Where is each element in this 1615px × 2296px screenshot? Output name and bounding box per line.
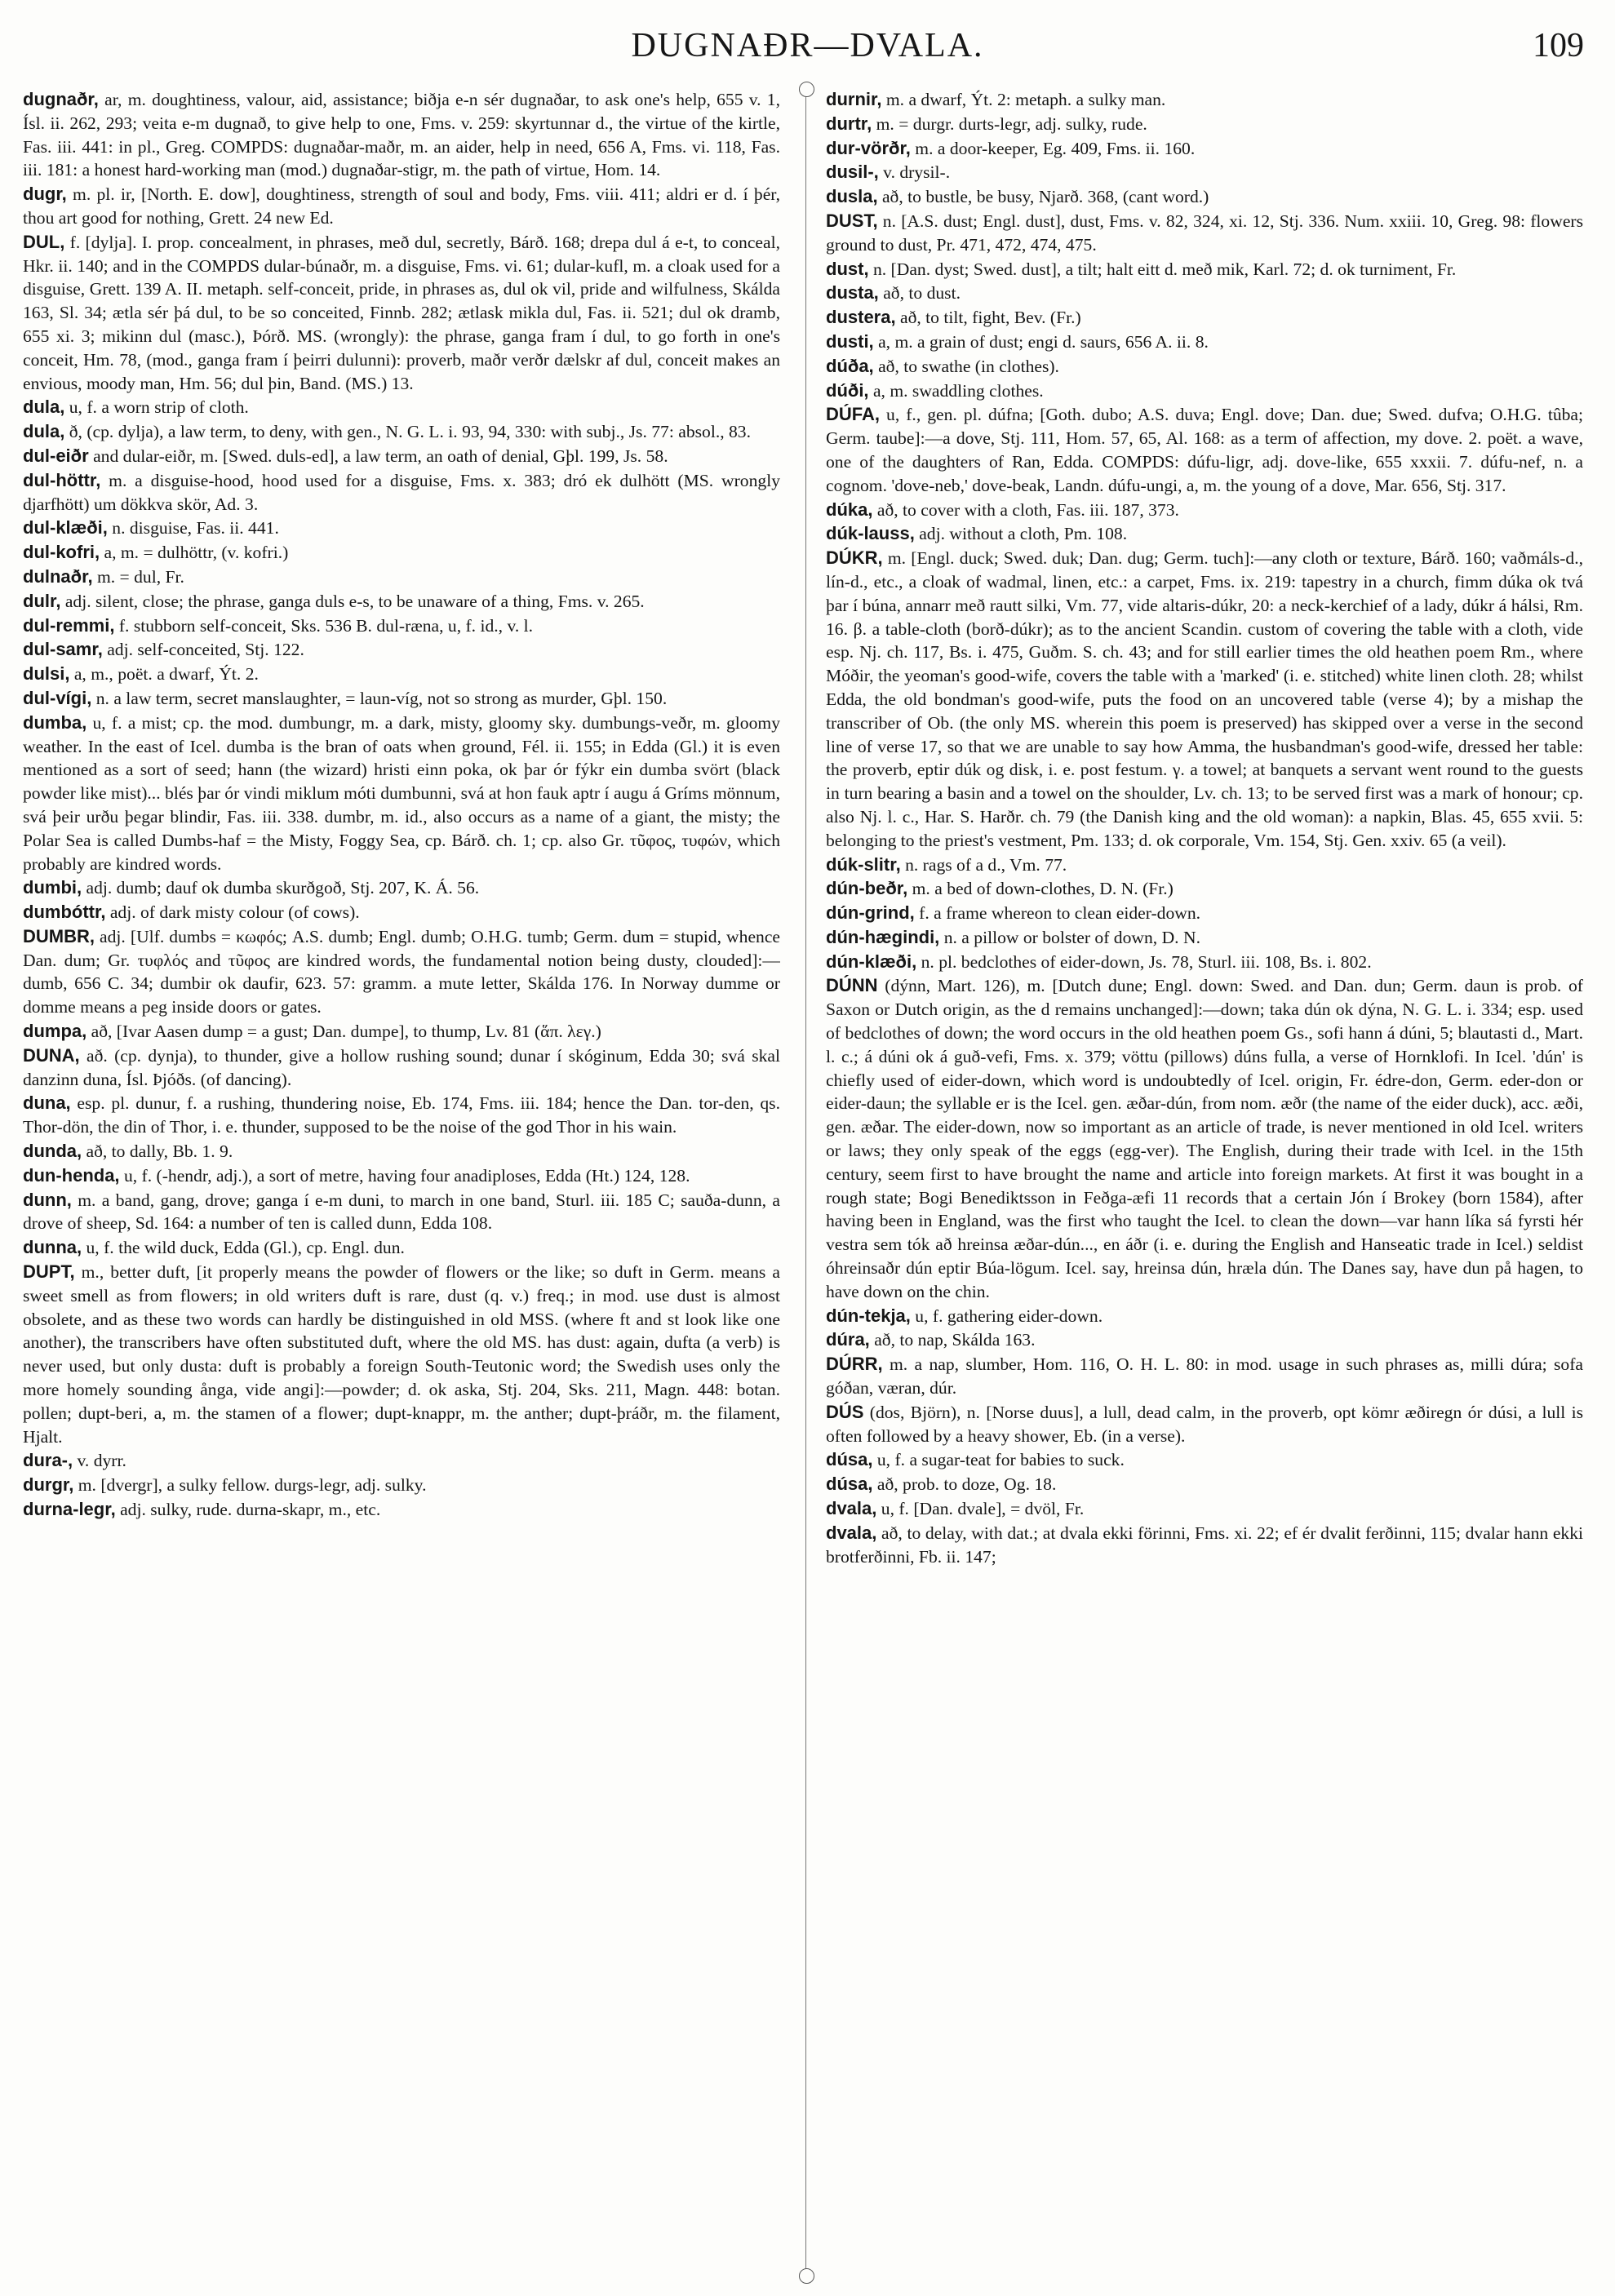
dictionary-entry xyxy=(23,1020,780,1044)
dictionary-entry xyxy=(826,547,1583,852)
entry-definition: m. [Engl. duck; Swed. duk; Dan. dug; Germ. tuch]:—any cloth or texture, Bárð. 160; vaðmáls-d., lín-d., etc., a cloak of wadmal, linen, etc.: a carpet, Fms. ix. 219: tapestry in a church, fimm dúka ok tvá þar í búna, annarr með rautt silki, Vm. 77, vide altaris-dúkr, 20: a neck-kerchief of a lady, dúkr á hálsi, Rm. 16. β. a table-cloth (borð-dúkr); as to the ancient Scandin. custom of covering the table with a cloth, vide esp. Nj. ch. 117, Bs. i. 475, Guðm. S. ch. 43; and for still earlier times the old heathen poem Rm., where Móðir, the yeoman's good-wife, covers the table with a 'marked' (i. e. stitched) white linen cloth. 28; whilst Edda, the old bondman's good-wife, puts the food on an uncovered table (verse 4); by a mishap the transcriber of Ob. (the only MS. wherein this poem is preserved) has skipped over a verse in the second line of verse 17, so that we are unable to say how Amma, the husbandman's good-wife, dressed her table: the proverb, eptir dúk og disk, i. e. post festum. γ. a towel; at banquets a servant went round to the guests in turn bearing a basin and a towel on the shoulder, Lv. ch. 13; to be served first was a mark of honour; cp. also Nj. l. c., Har. S. Harðr. ch. 79 (the Danish king and the old woman): a napkin, Blas. 45, 655 xvii. 5: belonging to the priest's vestment, Pm. 133; d. ok corporale, Vm. 154, Stj. Gen. xxiv. 65 (a veil). xyxy=(826,548,1583,850)
dictionary-entry xyxy=(826,379,1583,403)
headword: DÚNN xyxy=(826,975,878,996)
headword: dúka, xyxy=(826,499,873,520)
headword: dustera, xyxy=(826,307,896,328)
headword: dún-klæði, xyxy=(826,951,917,972)
headword: dula, xyxy=(23,397,65,418)
entry-definition: m. a bed of down-clothes, D. N. (Fr.) xyxy=(907,879,1174,899)
entry-definition: n. a pillow or bolster of down, D. N. xyxy=(939,927,1200,947)
dictionary-entry xyxy=(826,902,1583,925)
entry-definition: (dos, Björn), n. [Norse duus], a lull, dead calm, in the proverb, opt kömr æðiregn ór dúsi, a lull is often followed by a heavy shower, Eb. (in a verse). xyxy=(826,1402,1583,1446)
dictionary-entry xyxy=(826,853,1583,877)
dictionary-entry xyxy=(23,711,780,876)
dictionary-entry xyxy=(826,1328,1583,1352)
dictionary-entry xyxy=(23,1044,780,1092)
headword: DUL, xyxy=(23,231,65,252)
headword: dugr, xyxy=(23,184,67,205)
entry-definition: m. = dul, Fr. xyxy=(92,566,184,587)
dictionary-entry xyxy=(23,88,780,182)
headword: dul-remmi, xyxy=(23,614,115,636)
headword: dúði, xyxy=(826,379,869,401)
entry-definition: adj. without a cloth, Pm. 108. xyxy=(914,524,1128,544)
headword: DUNA, xyxy=(23,1044,80,1066)
headword: dulr, xyxy=(23,590,61,611)
headword: dúsa, xyxy=(826,1449,873,1470)
headword: duna, xyxy=(23,1093,71,1114)
divider-ornament-bottom xyxy=(799,2268,814,2284)
headword: durgr, xyxy=(23,1474,74,1496)
entry-definition: að, to tilt, fight, Bev. (Fr.) xyxy=(895,308,1081,328)
headword: dumpa, xyxy=(23,1021,87,1042)
entry-definition: að, [Ivar Aasen dump = a gust; Dan. dumpe], to thump, Lv. 81 (ἅπ. λεγ.) xyxy=(87,1022,601,1042)
headword: DUMBR, xyxy=(23,925,95,946)
headword: dusil-, xyxy=(826,162,879,183)
headword: dusla, xyxy=(826,186,878,207)
headword: dumbóttr, xyxy=(23,902,106,923)
dictionary-entry xyxy=(23,1474,780,1497)
headword: DÚKR, xyxy=(826,547,883,569)
entry-definition: m. a disguise-hood, hood used for a disguise, Fms. x. 383; dró ek dulhött (MS. wrongly djarfhött) um dökkva skör, Ad. 3. xyxy=(23,470,780,514)
dictionary-entry xyxy=(826,281,1583,305)
entry-definition: f. [dylja]. I. prop. concealment, in phrases, með dul, secretly, Bárð. 168; drepa dul á e-t, to conceal, Hkr. ii. 140; and in the COMPDS dular-búnaðr, m. a disguise, Fms. vi. 61; dular-kufl, m. a cloak used for a disguise, Grett. 139 A. II. metaph. self-conceit, pride, in phrases as, dul ok vil, pride and wilfulness, Skálda 163, Sl. 34; ætla sér þá dul, to be so conceited, Finnb. 282; ætlask mikla dul, Fas. ii. 521; dul ok dramb, 655 xi. 3; mikinn dul (masc.), Þórð. MS. (wrongly): the phrase, ganga fram í dul, to go forth in one's conceit, Hm. 78, (mod., ganga fram í þeirri dulunni): proverb, maðr verðr dælskr af dul, conceit makes an envious, moody man, Hm. 56; dul þin, Band. (MS.) 13. xyxy=(23,232,780,393)
dictionary-entry xyxy=(23,876,780,900)
entry-definition: að, to bustle, be busy, Njarð. 368, (cant word.) xyxy=(877,187,1209,207)
entry-definition: m. [dvergr], a sulky fellow. durgs-legr, adj. sulky. xyxy=(73,1475,427,1496)
dictionary-entry xyxy=(826,1473,1583,1496)
headword: DUPT, xyxy=(23,1261,75,1283)
entry-definition: u, f. gathering eider-down. xyxy=(910,1305,1103,1326)
dictionary-entry xyxy=(23,541,780,565)
dictionary-entry xyxy=(23,1236,780,1260)
headword: dul-vígi, xyxy=(23,687,92,708)
headword: dul-eiðr xyxy=(23,445,89,466)
headword: dul-höttr, xyxy=(23,469,101,490)
headword: dún-hægindi, xyxy=(826,926,940,947)
headword: dur-vörðr, xyxy=(826,137,911,158)
headword: dumba, xyxy=(23,711,87,733)
dictionary-entry xyxy=(826,403,1583,497)
running-head: DUGNAÐR—DVALA. xyxy=(631,27,984,64)
headword: dugnaðr, xyxy=(23,89,99,109)
entry-definition: adj. silent, close; the phrase, ganga duls e-s, to be unaware of a thing, Fms. v. 265. xyxy=(60,591,645,611)
entry-definition: esp. pl. dunur, f. a rushing, thundering noise, Eb. 174, Fms. iii. 184; hence the Dan. tor-den, qs. Thor-dön, the din of Thor, i. e. thunder, supposed to be the noise of the god Thor in his wain. xyxy=(23,1093,780,1137)
dictionary-entry xyxy=(826,113,1583,136)
headword: dust, xyxy=(826,258,869,279)
entry-definition: n. [A.S. dust; Engl. dust], dust, Fms. v. 82, 324, xi. 12, Stj. 336. Num. xxiii. 10, Greg. 98: flowers ground to dust, Pr. 471, 472, 474, 475. xyxy=(826,211,1583,255)
dictionary-entry xyxy=(23,638,780,662)
dictionary-entry xyxy=(826,137,1583,161)
dictionary-entry xyxy=(23,396,780,419)
entry-definition: u, f. a mist; cp. the mod. dumbungr, m. a dark, misty, gloomy sky. dumbungs-veðr, m. gloomy weather. In the east of Icel. dumba is the bran of oats when ground, Fél. ii. 155; in Edda (Gl.) it is even mentioned as a sort of seed; hann (the wizard) hristi einn poka, ok þar ór fýkr ein dumba svört (black powder like mist)... blés þar ór vindi miklum móti dumbunni, svá at hon fauk aptr í augu á Gríms mönnum, svá þeir urðu þegar blindir, Fas. iii. 338. dumbr, m. id., also occurs as a name of a giant, the misty; the Polar Sea is called Dumbs-haf = the Misty, Foggy Sea, cp. Bárð. ch. 1; cp. also Gr. τῦφος, τυφών, which probably are kindred words. xyxy=(23,712,780,874)
headword: dulsi, xyxy=(23,663,70,685)
headword: dul-samr, xyxy=(23,639,103,660)
dictionary-entry xyxy=(826,161,1583,184)
headword: dvala, xyxy=(826,1498,877,1519)
entry-definition: m. pl. ir, [North. E. dow], doughtiness, strength of soul and body, Fms. viii. 411; aldri er d. í þér, thou art good for nothing, Grett. 24 new Ed. xyxy=(23,184,780,228)
headword: durna-legr, xyxy=(23,1499,116,1520)
divider-ornament-top xyxy=(799,82,814,97)
headword: dún-tekja, xyxy=(826,1305,911,1326)
headword: dúk-slitr, xyxy=(826,853,901,875)
dictionary-entry xyxy=(23,614,780,638)
entry-definition: m. = durgr. durts-legr, adj. sulky, rude. xyxy=(872,113,1147,134)
dictionary-entry xyxy=(826,877,1583,901)
dictionary-entry xyxy=(826,499,1583,522)
entry-definition: a, m. = dulhöttr, (v. kofri.) xyxy=(100,543,289,563)
headword: durtr, xyxy=(826,113,872,134)
entry-definition: v. drysil-. xyxy=(878,162,951,183)
entry-definition: m. a dwarf, Ýt. 2: metaph. a sulky man. xyxy=(881,90,1166,109)
dictionary-entry xyxy=(23,516,780,540)
entry-definition: ð, (cp. dylja), a law term, to deny, with gen., N. G. L. i. 93, 94, 330: with subj., Js. 77: absol., 83. xyxy=(64,422,752,442)
entry-definition: u, f. the wild duck, Edda (Gl.), cp. Engl. dun. xyxy=(82,1238,405,1258)
entry-definition: a, m. swaddling clothes. xyxy=(868,380,1044,401)
entry-definition: m. a band, gang, drove; ganga í e-m duni, to march in one band, Sturl. iii. 185 C; sauða-dunn, a drove of sheep, Sd. 164: a number of ten is called dunn, Edda 108. xyxy=(23,1190,780,1234)
entry-definition: að, to swathe (in clothes). xyxy=(873,356,1059,376)
entry-definition: n. a law term, secret manslaughter, = laun-víg, not so strong as murder, Gþl. 150. xyxy=(91,688,668,708)
dictionary-entry xyxy=(826,926,1583,950)
dictionary-entry xyxy=(23,1498,780,1522)
entry-definition: a, m., poët. a dwarf, Ýt. 2. xyxy=(69,664,259,685)
entry-definition: að, to dally, Bb. 1. 9. xyxy=(82,1141,233,1162)
right-column xyxy=(826,88,1583,2283)
headword: dusti, xyxy=(826,330,874,352)
dictionary-entry xyxy=(826,1522,1583,1569)
dictionary-entry xyxy=(826,1401,1583,1448)
entry-definition: f. stubborn self-conceit, Sks. 536 B. dul-ræna, u, f. id., v. l. xyxy=(114,615,534,636)
entry-definition: adj. dumb; dauf ok dumba skurðgoð, Stj. 207, K. Á. 56. xyxy=(82,878,480,898)
entry-definition: að, to delay, with dat.; at dvala ekki förinni, Fms. xi. 22; ef ér dvalit ferðinni, 115; dvalar hann ekki brotferðinni, Fb. ii. 147; xyxy=(826,1523,1583,1567)
headword: dúk-lauss, xyxy=(826,523,915,544)
headword: DUST, xyxy=(826,210,878,231)
headword: dunna, xyxy=(23,1237,82,1258)
entry-definition: u, f. a worn strip of cloth. xyxy=(64,397,249,418)
entry-definition: m. a door-keeper, Eg. 409, Fms. ii. 160. xyxy=(910,138,1196,158)
headword: dusta, xyxy=(826,282,879,304)
dictionary-entry xyxy=(826,355,1583,379)
dictionary-entry xyxy=(23,1449,780,1473)
headword: dunda, xyxy=(23,1141,82,1162)
page-number: 109 xyxy=(1533,27,1584,64)
entry-definition: u, f., gen. pl. dúfna; [Goth. dubo; A.S. duva; Engl. dove; Dan. due; Swed. dufva; O.H.G. tûba; Germ. taube]:—a dove, Stj. 111, Hom. 57, 65, Al. 168: as a term of affection, my dove. 2. poët. a wave, one of the daughters of Ran, Edda. COMPDS: dúfu-ligr, adj. dove-like, 655 xxxii. 7. dúfu-nef, n. a cognom. 'dove-neb,' dove-beak, Landn. dúfu-ungi, a, m. the young of a dove, Mar. 656, Stj. 317. xyxy=(826,405,1583,495)
entry-definition: v. dyrr. xyxy=(73,1451,126,1471)
headword: DÚS xyxy=(826,1401,864,1422)
headword: dura-, xyxy=(23,1450,73,1471)
entry-definition: and dular-eiðr, m. [Swed. duls-ed], a law term, an oath of denial, Gþl. 199, Js. 58. xyxy=(88,445,668,466)
dictionary-entry xyxy=(826,306,1583,330)
headword: dunn, xyxy=(23,1189,72,1210)
entry-definition: u, f. (-hendr, adj.), a sort of metre, having four anadiploses, Edda (Ht.) 124, 128. xyxy=(119,1165,690,1186)
dictionary-entry xyxy=(826,1448,1583,1472)
dictionary-entry xyxy=(826,88,1583,112)
dictionary-entry xyxy=(23,687,780,711)
dictionary-entry xyxy=(23,1261,780,1448)
entry-definition: að, to cover with a cloth, Fas. iii. 187, 373. xyxy=(872,499,1179,520)
dictionary-entry xyxy=(23,565,780,589)
dictionary-entry xyxy=(826,330,1583,354)
headword: dul-klæði, xyxy=(23,517,108,539)
headword: dula, xyxy=(23,421,65,442)
entry-definition: u, f. a sugar-teat for babies to suck. xyxy=(872,1450,1125,1470)
entry-definition: að. (cp. dynja), to thunder, give a hollow rushing sound; dunar í skóginum, Edda 30; svá skal danzinn duna, Ísl. Þjóðs. (of dancing). xyxy=(23,1045,780,1089)
dictionary-entry xyxy=(826,1497,1583,1521)
entry-definition: n. rags of a d., Vm. 77. xyxy=(900,854,1067,875)
entry-definition: adj. of dark misty colour (of cows). xyxy=(105,902,360,923)
headword: durnir, xyxy=(826,89,882,109)
headword: dún-beðr, xyxy=(826,878,908,899)
entry-definition: n. pl. bedclothes of eider-down, Js. 78, Sturl. iii. 108, Bs. i. 802. xyxy=(916,951,1372,972)
headword: dulnaðr, xyxy=(23,565,93,587)
dictionary-entry xyxy=(826,185,1583,209)
entry-definition: u, f. [Dan. dvale], = dvöl, Fr. xyxy=(876,1499,1085,1519)
dictionary-entry xyxy=(826,1305,1583,1328)
entry-definition: að, to nap, Skálda 163. xyxy=(869,1330,1036,1350)
dictionary-entry xyxy=(23,1092,780,1139)
dictionary-entry xyxy=(826,951,1583,974)
headword: dun-henda, xyxy=(23,1164,120,1186)
headword: dul-kofri, xyxy=(23,542,100,563)
entry-definition: að, to dust. xyxy=(878,283,961,304)
headword: dúsa, xyxy=(826,1474,873,1495)
dictionary-entry xyxy=(23,590,780,614)
dictionary-entry xyxy=(23,1189,780,1236)
dictionary-entry xyxy=(23,1140,780,1164)
dictionary-entry xyxy=(23,183,780,230)
entry-definition: að, prob. to doze, Og. 18. xyxy=(872,1474,1057,1495)
page-header xyxy=(24,21,1591,70)
dictionary-entry xyxy=(23,445,780,468)
entry-definition: f. a frame whereon to clean eider-down. xyxy=(914,903,1201,924)
dictionary-entry xyxy=(23,925,780,1019)
headword: dvala, xyxy=(826,1522,877,1543)
left-column xyxy=(23,88,780,2283)
entry-definition: n. disguise, Fas. ii. 441. xyxy=(107,518,279,539)
headword: dúra, xyxy=(826,1329,870,1350)
entry-definition: adj. [Ulf. dumbs = κωφός; A.S. dumb; Engl. dumb; O.H.G. tumb; Germ. dum = stupid, whence Dan. dum; Gr. τυφλός and τῦφος are kindred words, the fundamental notion being dusty, clouded]:—dumb, 656 C. 34; dumbir ok daufir, 623. 57: gramm. a mute letter, Skálda 176. In Norway dumme or domme means a peg inside doors or gates. xyxy=(23,926,780,1017)
entry-definition: a, m. a grain of dust; engi d. saurs, 656 A. ii. 8. xyxy=(873,331,1209,352)
dictionary-entry xyxy=(826,210,1583,257)
dictionary-entry xyxy=(23,663,780,686)
headword: dumbi, xyxy=(23,877,82,898)
entry-definition: (dýnn, Mart. 126), m. [Dutch dune; Engl. down: Swed. and Dan. dun; Germ. daun is prob. of Saxon or Dutch origin, as the d remains unchanged]:—down; taka dún ok dýna, N. G. L. i. 334; esp. used of bedclothes of down; the word occurs in the old heathen poem Gs., sofi hann á dúni, 5; blautasti d., Mart. l. c.; á dúni ok á guð-vefi, Fms. x. 379; vöttu (pillows) dúns fulla, a verse of Hornklofi. In Icel. 'dún' is chiefly used of eider-down, which word is undoubtedly of Icel. origin, Fr. édre-don, Germ. eder-don or eider-daun; the syllable er is the Icel. gen. æðar-dún, from nom. æðr (the name of the eider duck), acc. æði, gen. æðar. The eider-down, now so important as an article of trade, is never mentioned in old Icel. writers or laws; they only speak of the eggs (egg-ver). The English, during their trade with Icel. in the 15th century, seem first to have brought the name and article into foreign markets. At first it was bought in a rough state; Bogi Benediktsson in Feðga-æfi 11 records that a certain Jón í Brokey (born 1584), after having been in England, was the first who taught the Icel. to clean the down—var hann líka sá fyrsti hér vestra sem tók að hreinsa æðar-dún..., en áðr (i. e. during the English and Hanseatic trade in Icel.) seldist óhreinsaðr dún eptir Búa-lögum. Icel. say, hreinsa dún, hræla dún. The Danes say, have dun på hagen, to have down on the chin. xyxy=(826,976,1583,1301)
column-divider xyxy=(805,88,806,2283)
entry-definition: adj. sulky, rude. durna-skapr, m., etc. xyxy=(115,1500,381,1520)
headword: DÚRR, xyxy=(826,1354,883,1375)
headword: dúða, xyxy=(826,355,874,376)
dictionary-entry xyxy=(826,974,1583,1303)
headword: DÚFA, xyxy=(826,404,880,425)
dictionary-entry xyxy=(23,420,780,444)
entry-definition: m., better duft, [it properly means the powder of flowers or the like; so duft in Germ. means a sweet smell as from flowers; in old writers duft is rare, dust (q. v.) freq.; in mod. use dust is almost obsolete, and as these two words can hardly be distinguished in old MSS. (where ft and st look like one another), the transcribers have often substituted duft, where the old MS. has dust: again, dufta (a verb) is never used, but only dusta: duft is probably a foreign South-Teutonic word; the Swedish uses only the more homely sounding ånga, vide angi]:—powder; d. ok aska, Stj. 204, Sks. 211, Magn. 448: botan. pollen; dupt-beri, a, m. the stamen of a flower; dupt-knappr, m. the anther; dupt-þráðr, m. the filament, Hjalt. xyxy=(23,1262,780,1447)
entry-definition: n. [Dan. dyst; Swed. dust], a tilt; halt eitt d. með mik, Karl. 72; d. ok turniment, Fr. xyxy=(868,259,1457,279)
dictionary-entry xyxy=(826,522,1583,546)
dictionary-entry xyxy=(23,469,780,516)
entry-definition: m. a nap, slumber, Hom. 116, O. H. L. 80: in mod. usage in such phrases as, milli dúra; sofa góðan, væran, dúr. xyxy=(826,1354,1583,1398)
dictionary-entry xyxy=(826,1353,1583,1400)
dictionary-entry xyxy=(23,901,780,924)
entry-definition: adj. self-conceited, Stj. 122. xyxy=(102,640,304,660)
entry-definition: ar, m. doughtiness, valour, aid, assistance; biðja e-n sér dugnaðar, to ask one's help, 655 v. 1, Ísl. ii. 262, 293; veita e-m dugnað, to give help to one, Fms. v. 259: skyrtunnar d., the virtue of the kirtle, Fas. iii. 441: in pl., Greg. COMPDS: dugnaðar-maðr, m. an aider, help in need, 656 A, Fms. vi. 118, Fas. iii. 181: a honest hard-working man (mod.) dugnaðar-stigr, m. the path of virtue, Hom. 14. xyxy=(23,90,780,180)
dictionary-entry xyxy=(23,231,780,396)
dictionary-entry xyxy=(23,1164,780,1188)
dictionary-entry xyxy=(826,258,1583,281)
headword: dún-grind, xyxy=(826,902,915,924)
